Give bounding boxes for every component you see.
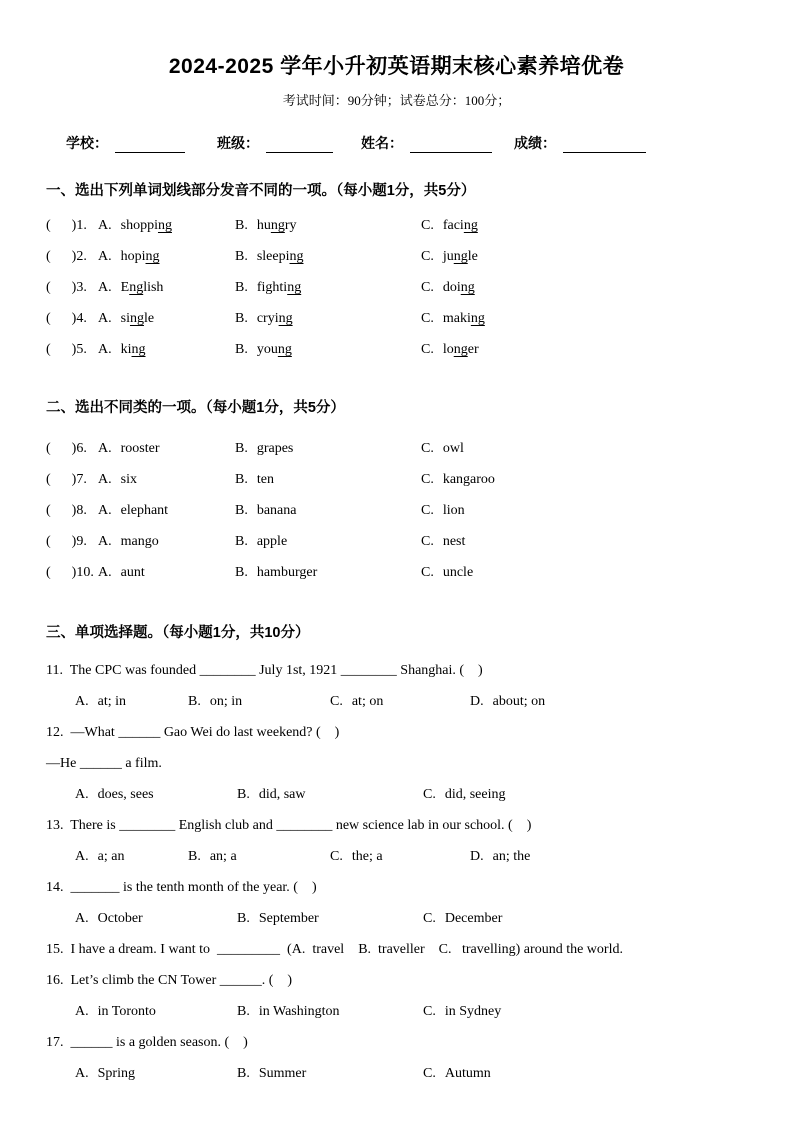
option-word: rooster [120,441,160,456]
question-14-stem: 14. _______ is the tenth month of the year. ( ) [46,880,317,895]
school-field [66,133,217,153]
option-label: D. [470,849,484,864]
option-word: banana [256,503,297,518]
word-underlined: ng [470,311,485,326]
question-11-options [46,686,757,717]
option-label: B. [188,694,201,709]
page-title: 2024-2025 学年小升初英语期末核心素养培优卷 [168,55,625,78]
option-c [421,272,757,303]
option-text: October [97,911,143,926]
option-b [188,686,330,717]
option-label: C. [421,342,434,357]
option-word: elephant [120,503,169,518]
option-label: C. [423,787,436,802]
option-word: apple [256,534,288,549]
option-b [235,210,421,241]
option-c [421,334,757,365]
option-word: ten [256,472,274,487]
name-label: 姓名： [361,135,403,151]
school-label: 学校： [66,135,108,151]
word-underlined: ng [460,280,475,295]
word-underlined: ng [278,311,293,326]
option-word: lion [442,503,465,518]
option-word: aunt [120,565,145,580]
question-2-row [46,241,757,272]
option-text: does, sees [97,787,154,802]
option-label: A. [75,787,89,802]
class-field [217,133,361,153]
option-a [98,464,235,495]
word-pre: lo [442,342,454,357]
word-underlined: ng [463,218,478,233]
option-d [470,686,757,717]
option-text: in Washington [258,1004,340,1019]
option-label: C. [421,249,434,264]
option-b [237,779,423,810]
question-6-row [46,433,757,464]
option-text: Spring [97,1066,135,1081]
answer-paren: ( )1. [46,218,87,233]
option-label: A. [98,280,112,295]
answer-paren: ( )4. [46,311,87,326]
option-label: A. [98,565,112,580]
question-8-row [46,495,757,526]
option-b [237,996,423,1027]
word-underlined: ng [131,342,146,357]
option-a [75,779,237,810]
option-text: September [258,911,319,926]
word-underlined: ng [289,249,304,264]
option-c [421,557,757,588]
option-label: C. [421,503,434,518]
word-pre: hu [256,218,271,233]
word-post: ry [284,218,297,233]
option-word: kangaroo [442,472,495,487]
option-a [75,1058,237,1089]
option-text: an; a [209,849,237,864]
option-label: A. [75,1004,89,1019]
section1-heading: 一、选出下列单词划线部分发音不同的一项。（每小题1分，共5分） [46,183,476,199]
option-label: B. [235,441,248,456]
question-16-options [46,996,757,1027]
option-b [235,495,421,526]
option-c [423,996,757,1027]
option-label: B. [235,311,248,326]
name-field [361,133,514,153]
option-label: C. [421,441,434,456]
option-a [98,526,235,557]
option-a [98,495,235,526]
word-pre: si [120,311,130,326]
answer-paren: ( )8. [46,503,87,518]
option-word: owl [442,441,464,456]
question-12-stem-line2: —He ______ a film. [46,756,162,771]
option-label: A. [75,849,89,864]
option-text: on; in [209,694,243,709]
option-label: A. [98,441,112,456]
answer-paren: ( )10. [46,565,94,580]
option-a [98,334,235,365]
word-underlined: ng [145,249,160,264]
option-label: A. [98,503,112,518]
name-blank-line [410,136,492,153]
option-a [98,210,235,241]
option-label: A. [98,534,112,549]
word-pre: ki [120,342,132,357]
word-post: lish [143,280,164,295]
question-7-row [46,464,757,495]
option-text: the; a [351,849,383,864]
student-info-row [66,133,793,153]
option-c [421,303,757,334]
option-c [421,526,757,557]
option-a [98,272,235,303]
option-label: A. [98,249,112,264]
option-label: B. [237,1066,250,1081]
option-word: uncle [442,565,474,580]
word-pre: hopi [120,249,146,264]
option-text: a; an [97,849,125,864]
word-pre: maki [442,311,471,326]
option-label: B. [237,787,250,802]
word-pre: you [256,342,278,357]
option-label: B. [235,534,248,549]
answer-paren: ( )2. [46,249,87,264]
option-label: C. [421,565,434,580]
option-text: about; on [492,694,546,709]
word-pre: fighti [256,280,288,295]
question-12-options [46,779,757,810]
option-c [421,464,757,495]
question-17-options [46,1058,757,1089]
option-a [75,903,237,934]
section3-questions [46,655,757,1089]
option-label: B. [235,280,248,295]
option-word: nest [442,534,466,549]
word-underlined: ng [287,280,302,295]
option-c [330,686,470,717]
question-3-row [46,272,757,303]
option-c [421,241,757,272]
option-a [98,241,235,272]
option-text: an; the [492,849,531,864]
option-b [235,526,421,557]
question-5-row [46,334,757,365]
word-post: le [143,311,155,326]
option-c [423,1058,757,1089]
option-label: C. [421,534,434,549]
section1-questions [46,210,757,365]
option-c [421,495,757,526]
option-c [421,433,757,464]
option-b [235,557,421,588]
question-15-stem: 15. I have a dream. I want to _________ (A. travel B. traveller C. travelling) around the world. [46,942,623,957]
word-pre: sleepi [256,249,290,264]
option-label: B. [237,1004,250,1019]
option-label: C. [330,694,343,709]
question-12-stem: 12. —What ______ Gao Wei do last weekend? ( ) [46,725,340,740]
answer-paren: ( )3. [46,280,87,295]
word-underlined: ng [129,280,144,295]
option-word: hamburger [256,565,318,580]
option-a [98,433,235,464]
score-field [514,133,646,153]
option-label: C. [423,1066,436,1081]
word-pre: shoppi [120,218,158,233]
option-text: at; in [97,694,127,709]
word-post: er [467,342,479,357]
option-b [235,334,421,365]
option-text: did, seeing [444,787,506,802]
option-b [235,303,421,334]
option-b [235,241,421,272]
exam-body [46,179,757,1089]
option-label: B. [237,911,250,926]
option-label: A. [75,1066,89,1081]
option-text: December [444,911,503,926]
exam-meta-line: 考试时间：90分钟；试卷总分：100分； [282,93,511,108]
option-word: six [120,472,137,487]
word-pre: doi [442,280,461,295]
question-9-row [46,526,757,557]
option-a [98,557,235,588]
answer-paren: ( )6. [46,441,87,456]
option-b [235,464,421,495]
option-text: Summer [258,1066,307,1081]
option-label: A. [98,472,112,487]
question-4-row [46,303,757,334]
option-label: B. [235,218,248,233]
score-label: 成绩： [514,135,556,151]
question-16-stem: 16. Let’s climb the CN Tower ______. ( ) [46,973,293,988]
section2-heading: 二、选出不同类的一项。（每小题1分，共5分） [46,400,345,416]
option-a [75,996,237,1027]
option-label: C. [423,911,436,926]
option-c [423,779,757,810]
option-word: mango [120,534,159,549]
question-10-row [46,557,757,588]
option-c [423,903,757,934]
word-pre: faci [442,218,464,233]
word-underlined: ng [453,342,468,357]
option-b [237,903,423,934]
option-label: B. [235,565,248,580]
option-c [421,210,757,241]
question-13-stem: 13. There is ________ English club and ________ new science lab in our school. ( ) [46,818,532,833]
option-text: did, saw [258,787,306,802]
option-label: A. [98,218,112,233]
option-a [98,303,235,334]
question-11-stem: 11. The CPC was founded ________ July 1st, 1921 ________ Shanghai. ( ) [46,663,483,678]
school-blank-line [115,136,185,153]
option-c [330,841,470,872]
option-label: C. [421,218,434,233]
option-d [470,841,757,872]
question-1-row [46,210,757,241]
option-label: C. [421,280,434,295]
word-post: le [467,249,478,264]
option-text: Autumn [444,1066,491,1081]
option-word: grapes [256,441,294,456]
question-17-stem: 17. ______ is a golden season. ( ) [46,1035,248,1050]
option-label: A. [98,311,112,326]
word-underlined: ng [157,218,172,233]
option-label: A. [75,694,89,709]
option-label: B. [235,342,248,357]
option-label: B. [235,249,248,264]
option-label: A. [98,342,112,357]
option-label: B. [188,849,201,864]
option-text: in Sydney [444,1004,502,1019]
option-label: B. [235,503,248,518]
option-b [235,433,421,464]
section3-heading: 三、单项选择题。（每小题1分，共10分） [46,625,310,641]
question-14-options [46,903,757,934]
answer-paren: ( )9. [46,534,87,549]
word-pre: cryi [256,311,279,326]
option-label: C. [423,1004,436,1019]
word-underlined: ng [277,342,292,357]
option-text: in Toronto [97,1004,156,1019]
option-a [75,686,188,717]
option-a [75,841,188,872]
word-underlined: ng [453,249,468,264]
question-13-options [46,841,757,872]
option-label: C. [421,472,434,487]
word-pre: ju [442,249,454,264]
word-underlined: ng [129,311,144,326]
option-label: A. [75,911,89,926]
score-blank-line [563,136,646,153]
word-pre: E [120,280,130,295]
answer-paren: ( )7. [46,472,87,487]
option-label: B. [235,472,248,487]
class-label: 班级： [217,135,259,151]
option-b [188,841,330,872]
option-label: C. [330,849,343,864]
section2-questions [46,433,757,588]
class-blank-line [266,136,333,153]
option-b [235,272,421,303]
word-underlined: ng [270,218,285,233]
option-text: at; on [351,694,384,709]
option-b [237,1058,423,1089]
answer-paren: ( )5. [46,342,87,357]
option-label: C. [421,311,434,326]
option-label: D. [470,694,484,709]
